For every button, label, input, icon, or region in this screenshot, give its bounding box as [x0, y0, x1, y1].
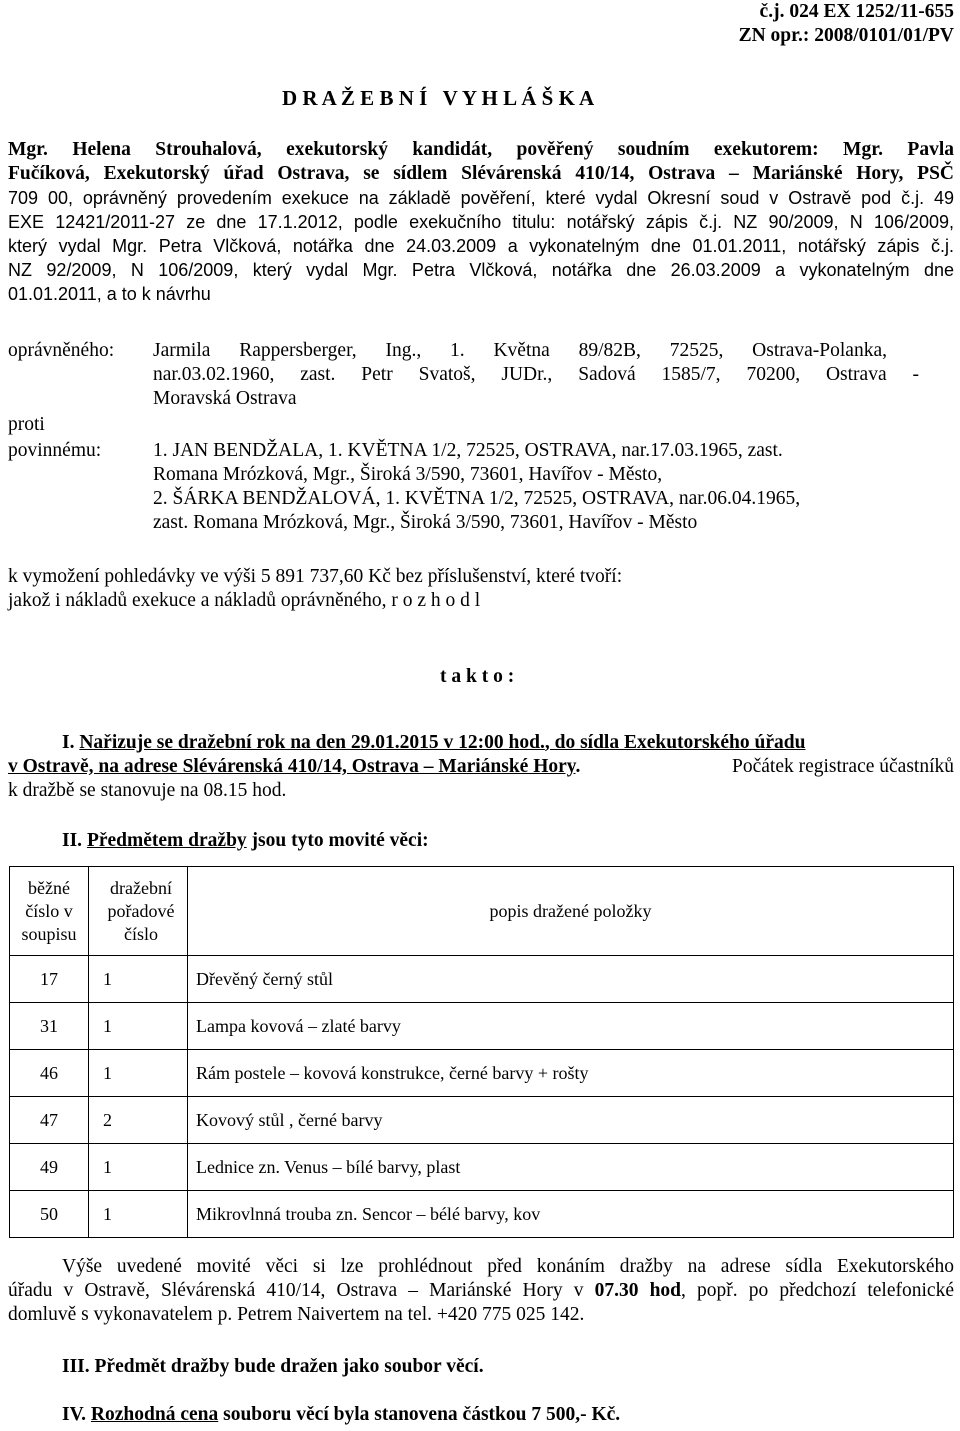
section-i-line	[62, 731, 954, 755]
page-title: D R A Ž E B N Í V Y H L Á Š K A	[282, 86, 595, 110]
obliged-label: povinnému:	[8, 440, 102, 461]
header-inventory-number: běžné číslo v soupisu	[10, 867, 89, 956]
auction-address: v Ostravě, na adrese Slévárenská 410/14, Ostrava – Mariánské Hory	[8, 756, 576, 777]
intro-line: 709 00, oprávněný provedením exekuce na základě pověření, které vydal Okresní soud v Ostravě pod č.j. 49	[8, 188, 954, 208]
cell-inventory: 17	[10, 956, 89, 1003]
cell-description: Dřevěný černý stůl	[188, 956, 954, 1003]
cell-order: 1	[89, 1144, 188, 1191]
cell-inventory: 47	[10, 1097, 89, 1144]
section-iii: III. Předmět dražby bude dražen jako soubor věcí.	[62, 1356, 484, 1377]
table-row	[10, 956, 954, 1003]
viewing-text: domluvě s vykonavatelem p. Petrem Naivertem na tel. +420 775 025 142.	[8, 1304, 585, 1325]
file-number: ZN opr.: 2008/0101/01/PV	[738, 25, 954, 46]
obliged-details: zast. Romana Mrózková, Mgr., Široká 3/590, 73601, Havířov - Město	[153, 512, 698, 533]
intro-line: NZ 92/2009, N 106/2009, který vydal Mgr. Petra Vlčková, notářka dne 26.03.2009 a vykonatelným dne	[8, 260, 954, 280]
cell-order: 1	[89, 1050, 188, 1097]
table-row	[10, 1003, 954, 1050]
registration-text: Počátek registrace účastníků	[732, 756, 954, 777]
punctuation: .	[575, 756, 581, 777]
decisive-price-text: souboru věcí byla stanovena částkou 7 500,- Kč.	[218, 1404, 621, 1425]
viewing-text	[8, 1279, 954, 1303]
entitled-details: Moravská Ostrava	[153, 388, 297, 409]
claim-text: k vymožení pohledávky ve výši 5 891 737,60 Kč bez příslušenství, které tvoří:	[8, 566, 623, 587]
cell-order: 1	[89, 956, 188, 1003]
entitled-details: Jarmila Rappersberger, Ing., 1. Května 89/82B, 72525, Ostrava-Polanka,	[153, 340, 887, 361]
cell-description: Mikrovlnná trouba zn. Sencor – bélé barvy, kov	[188, 1191, 954, 1238]
cell-order: 1	[89, 1003, 188, 1050]
cell-description: Lednice zn. Venus – bílé barvy, plast	[188, 1144, 954, 1191]
section-i-line	[8, 755, 954, 779]
header-auction-number: dražební pořadové číslo	[89, 867, 188, 956]
obliged-details: 1. JAN BENDŽALA, 1. KVĚTNA 1/2, 72525, OSTRAVA, nar.17.03.1965, zast.	[153, 440, 783, 461]
header-description: popis dražené položky	[188, 867, 954, 956]
viewing-time: 07.30 hod	[594, 1280, 682, 1301]
obliged-details: 2. ŠÁRKA BENDŽALOVÁ, 1. KVĚTNA 1/2, 72525, OSTRAVA, nar.06.04.1965,	[153, 488, 801, 509]
reference-number: č.j. 024 EX 1252/11-655	[759, 1, 954, 22]
table-row	[10, 1050, 954, 1097]
viewing-text: Výše uvedené movité věci si lze prohlédnout před konáním dražby na adrese sídla Exekutorského	[62, 1256, 954, 1277]
cell-description: Lampa kovová – zlaté barvy	[188, 1003, 954, 1050]
intro-line: Mgr. Helena Strouhalová, exekutorský kandidát, pověřený soudním exekutorem: Mgr. Pavla	[8, 139, 954, 160]
viewing-contact-intro: , popř. po předchozí telefonické	[681, 1280, 954, 1301]
registration-time: k dražbě se stanovuje na 08.15 hod.	[8, 780, 287, 801]
decisive-price-label: Rozhodná cena	[90, 1404, 219, 1425]
cell-inventory: 49	[10, 1144, 89, 1191]
cell-description: Kovový stůl , černé barvy	[188, 1097, 954, 1144]
section-subject: Předmětem dražby	[86, 830, 247, 851]
auction-date: Nařizuje se dražební rok na den 29.01.2015 v 12:00 hod.	[79, 732, 545, 753]
intro-line: který vydal Mgr. Petra Vlčková, notářka dne 24.03.2009 a vykonatelným dne 01.01.2011, notářský zápis č.j.	[8, 236, 954, 256]
cell-order: 1	[89, 1191, 188, 1238]
section-number: II.	[62, 830, 83, 851]
cell-description: Rám postele – kovová konstrukce, černé barvy + rošty	[188, 1050, 954, 1097]
section-ii-heading	[62, 829, 429, 853]
section-number: I.	[62, 732, 75, 753]
entitled-label: oprávněného:	[8, 340, 115, 361]
section-iv	[62, 1403, 620, 1427]
section-number: IV.	[62, 1404, 87, 1425]
auction-place-intro: , do sídla Exekutorského úřadu	[544, 732, 806, 753]
table-header-row	[10, 867, 954, 956]
claim-text: jakož i nákladů exekuce a nákladů oprávněného, r o z h o d l	[8, 590, 481, 611]
cell-inventory: 31	[10, 1003, 89, 1050]
against-label: proti	[8, 414, 45, 435]
cell-inventory: 50	[10, 1191, 89, 1238]
cell-order: 2	[89, 1097, 188, 1144]
entitled-details: nar.03.02.1960, zast. Petr Svatoš, JUDr., Sadová 1585/7, 70200, Ostrava -	[153, 364, 919, 385]
table-row	[10, 1144, 954, 1191]
obliged-details: Romana Mrózková, Mgr., Široká 3/590, 73601, Havířov - Město,	[153, 464, 663, 485]
intro-line: EXE 12421/2011-27 ze dne 17.1.2012, podle exekučního titulu: notářský zápis č.j. NZ 90/2009, N 106/2009,	[8, 212, 954, 232]
items-table	[9, 866, 954, 1238]
intro-line: 01.01.2011, a to k návrhu	[8, 284, 211, 304]
decision-heading: t a k t o :	[440, 666, 515, 687]
table-row	[10, 1097, 954, 1144]
table-row	[10, 1191, 954, 1238]
cell-inventory: 46	[10, 1050, 89, 1097]
section-rest: jsou tyto movité věci:	[246, 830, 429, 851]
viewing-address: úřadu v Ostravě, Slévárenská 410/14, Ostrava – Mariánské Hory v	[8, 1280, 595, 1301]
intro-line: Fučíková, Exekutorský úřad Ostrava, se sídlem Slévárenská 410/14, Ostrava – Mariánské Hory, PSČ	[8, 163, 954, 184]
